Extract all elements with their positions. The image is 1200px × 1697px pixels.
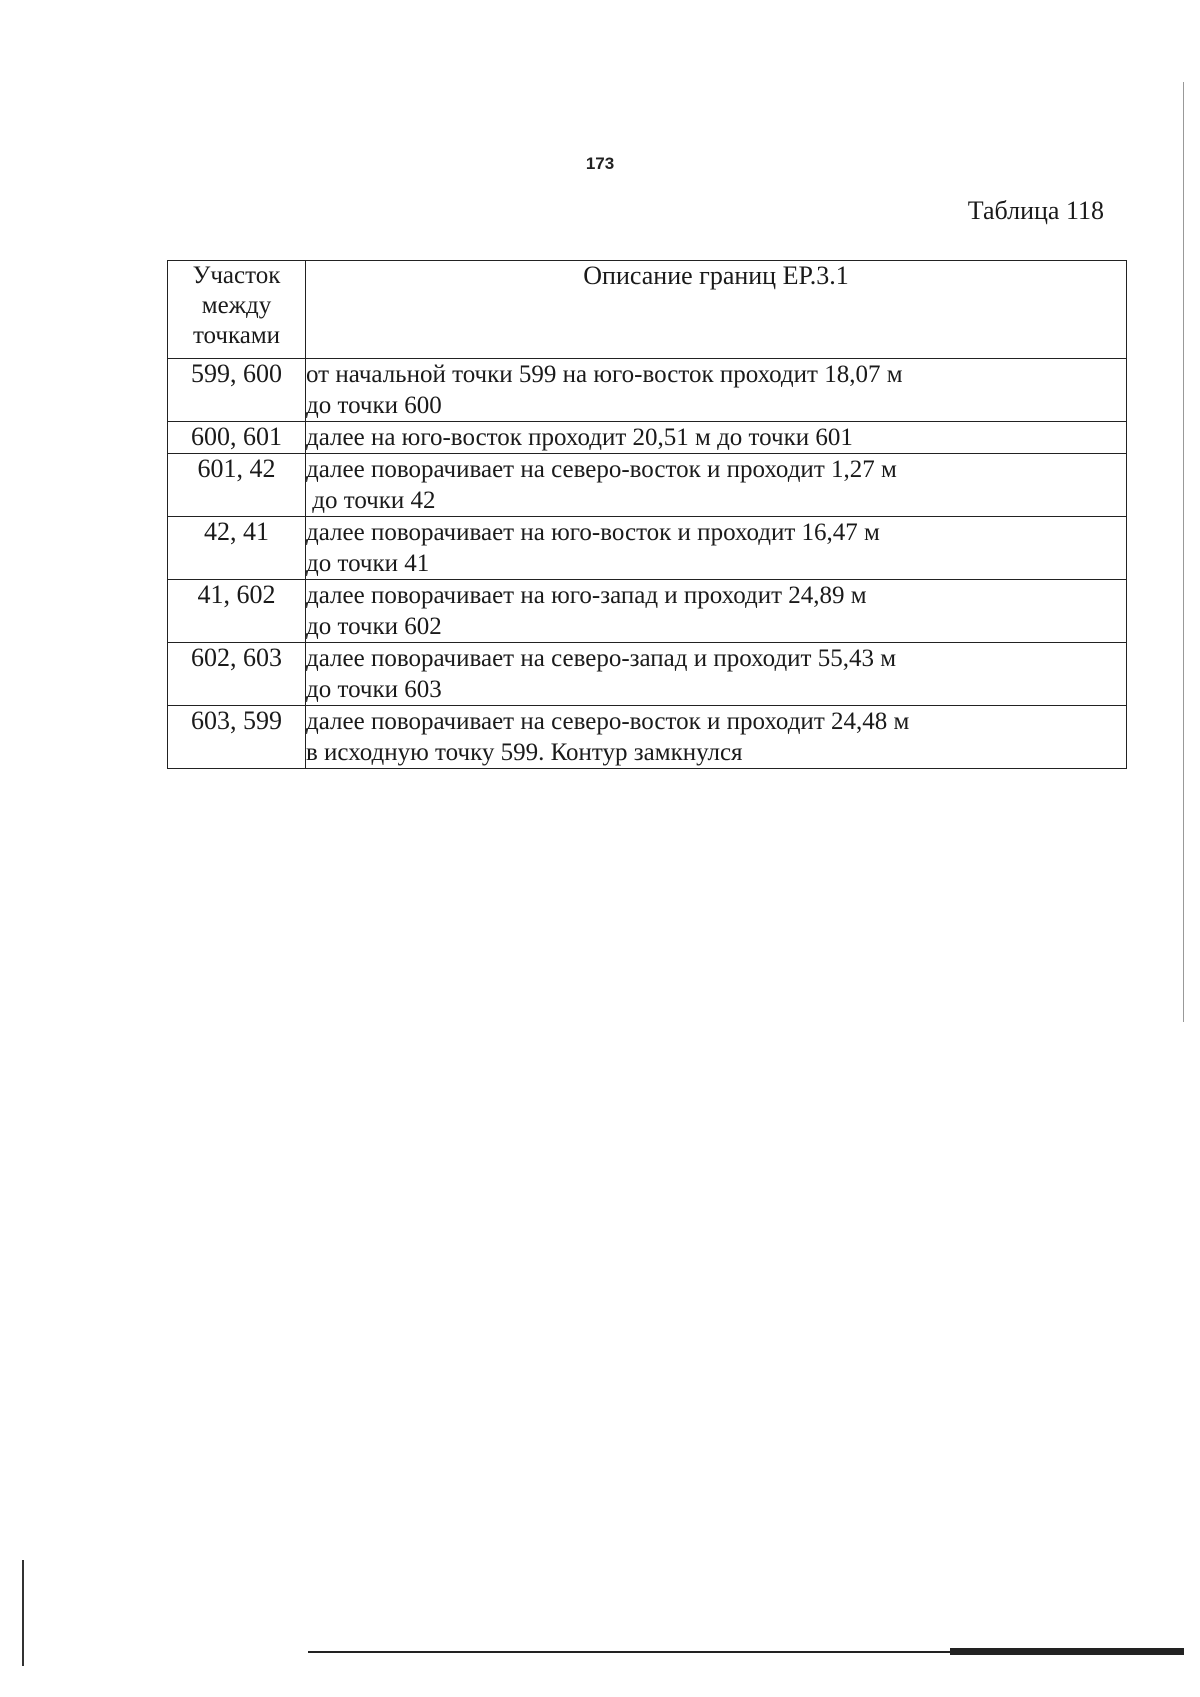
scan-edge-line	[1183, 82, 1184, 1022]
header-points-line: Участок	[192, 262, 281, 289]
description-line: до точки 602	[306, 613, 442, 640]
boundary-table	[167, 260, 1127, 769]
scan-edge-line	[22, 1560, 24, 1666]
description-line: от начальной точки 599 на юго-восток проходит 18,07 м	[306, 361, 903, 388]
description-line: далее поворачивает на северо-восток и проходит 24,48 м	[306, 708, 910, 735]
table-row	[168, 359, 1127, 422]
row-points: 42, 41	[168, 517, 306, 580]
description-line: в исходную точку 599. Контур замкнулся	[306, 739, 743, 766]
table-row	[168, 422, 1127, 454]
table-row	[168, 643, 1127, 706]
row-description	[306, 359, 1127, 422]
row-description	[306, 517, 1127, 580]
description-line: далее поворачивает на северо-запад и проходит 55,43 м	[306, 645, 897, 672]
row-points: 600, 601	[168, 422, 306, 454]
header-points-line: точками	[192, 322, 281, 349]
row-description	[306, 422, 1127, 454]
description-line: до точки 600	[306, 392, 442, 419]
row-points: 601, 42	[168, 454, 306, 517]
description-line: далее поворачивает на юго-запад и проходит 24,89 м	[306, 582, 867, 609]
description-line: до точки 41	[306, 550, 430, 577]
table-header-row	[168, 261, 1127, 359]
row-points: 603, 599	[168, 706, 306, 769]
row-description	[306, 643, 1127, 706]
table-row	[168, 706, 1127, 769]
page-number: 173	[585, 154, 615, 173]
description-line: до точки 603	[306, 676, 442, 703]
row-description	[306, 454, 1127, 517]
row-description	[306, 580, 1127, 643]
row-points: 41, 602	[168, 580, 306, 643]
description-line: далее поворачивает на юго-восток и проходит 16,47 м	[306, 519, 880, 546]
bottom-rule	[950, 1648, 1184, 1655]
row-points: 599, 600	[168, 359, 306, 422]
row-points: 602, 603	[168, 643, 306, 706]
table-caption: Таблица 118	[967, 196, 1104, 225]
row-description	[306, 706, 1127, 769]
header-description: Описание границ ЕР.3.1	[306, 261, 1127, 359]
header-points	[168, 261, 306, 359]
description-line: далее поворачивает на северо-восток и проходит 1,27 м	[306, 456, 897, 483]
table-row	[168, 580, 1127, 643]
table-row	[168, 517, 1127, 580]
table-row	[168, 454, 1127, 517]
description-line: до точки 42	[306, 487, 436, 514]
description-line: далее на юго-восток проходит 20,51 м до точки 601	[306, 424, 853, 451]
header-points-line: между	[201, 292, 272, 319]
